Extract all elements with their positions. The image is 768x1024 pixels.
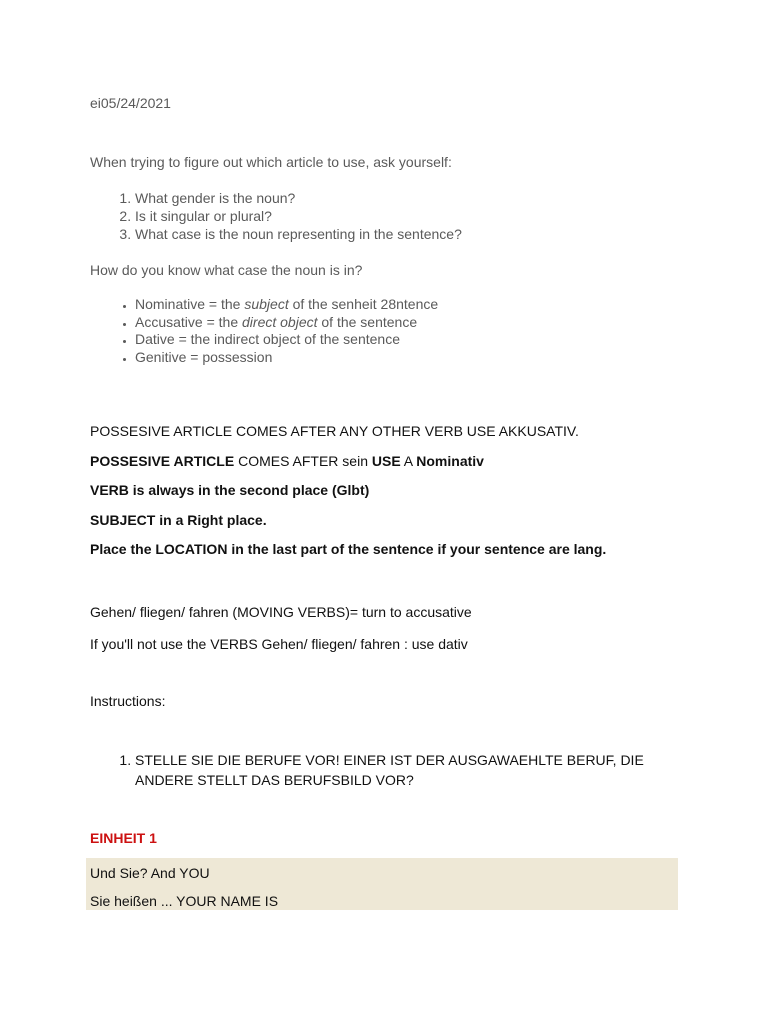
question-list	[90, 189, 462, 243]
instructions-label: Instructions:	[90, 693, 166, 709]
list-item: • Dative = the indirect object of the sentence	[135, 331, 438, 349]
list-item: • Genitive = possession	[135, 349, 438, 367]
rule-line: POSSESIVE ARTICLE COMES AFTER sein USE A Nominativ	[90, 453, 484, 469]
other-verbs-note: If you'll not use the VERBS Gehen/ fliegen/ fahren : use dativ	[90, 636, 468, 652]
shaded-line: Sie heißen ... YOUR NAME IS	[90, 893, 279, 909]
list-item: 1. What gender is the noun?	[135, 189, 462, 207]
shaded-block	[86, 858, 678, 910]
case-list	[90, 296, 438, 366]
list-item: 3. What case is the noun representing in the sentence?	[135, 225, 462, 243]
intro-text: When trying to figure out which article to use, ask yourself:	[90, 154, 452, 170]
list-item: • Accusative = the direct object of the sentence	[135, 314, 438, 332]
shaded-line: Und Sie? And YOU	[90, 865, 210, 881]
list-item: 2. Is it singular or plural?	[135, 207, 462, 225]
rule-line: SUBJECT in a Right place.	[90, 512, 267, 528]
rule-line: VERB is always in the second place (Glbt)	[90, 482, 370, 498]
instruction-list	[90, 750, 695, 790]
date-line: ei05/24/2021	[90, 95, 171, 111]
rule-line: POSSESIVE ARTICLE COMES AFTER ANY OTHER VERB USE AKKUSATIV.	[90, 423, 579, 439]
list-item: • Nominative = the subject of the senheit 28ntence	[135, 296, 438, 314]
moving-verbs-note: Gehen/ fliegen/ fahren (MOVING VERBS)= turn to accusative	[90, 604, 472, 620]
list-item: 1. STELLE SIE DIE BERUFE VOR! EINER IST DER AUSGAWAEHLTE BERUF, DIE ANDERE STELLT DAS BERUFSBILD VOR?	[135, 750, 695, 790]
unit-heading: EINHEIT 1	[90, 830, 157, 846]
rule-line: Place the LOCATION in the last part of the sentence if your sentence are lang.	[90, 541, 607, 557]
case-question: How do you know what case the noun is in?	[90, 262, 363, 278]
